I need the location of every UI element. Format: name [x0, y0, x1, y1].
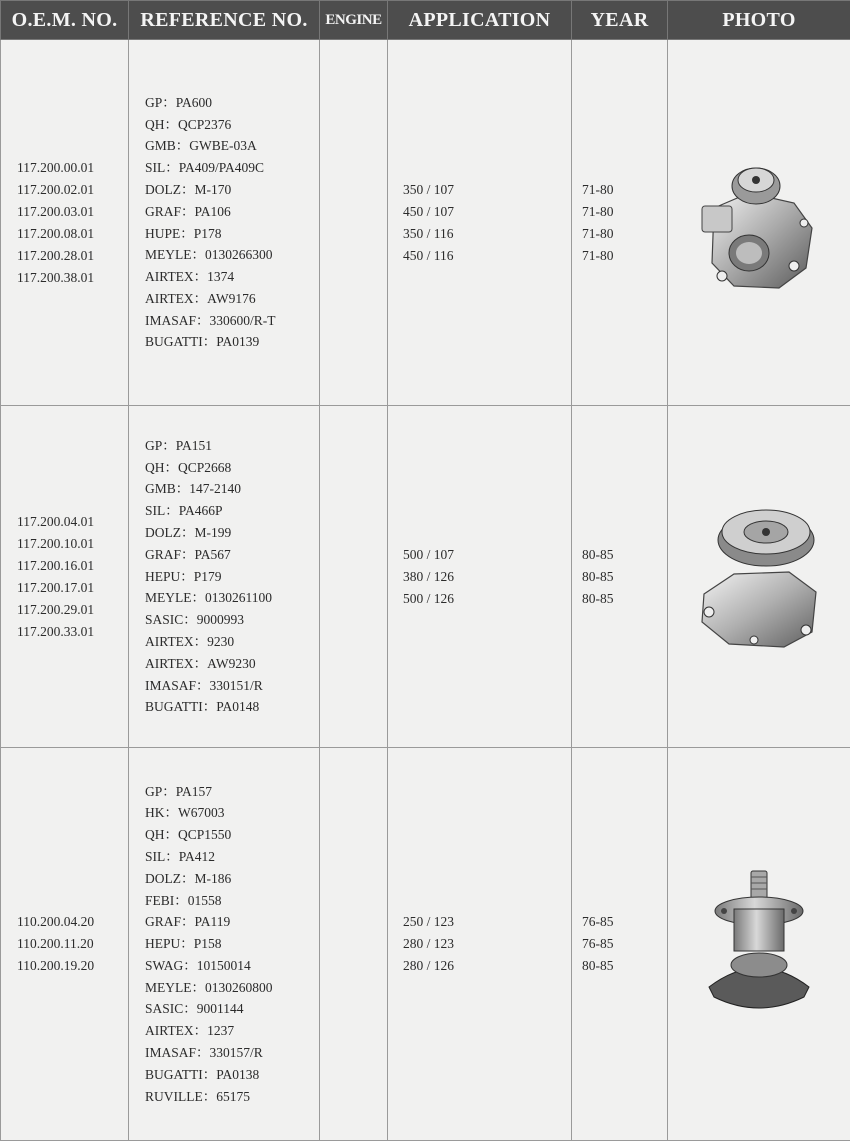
oem-number: 117.200.02.01	[17, 179, 128, 201]
reference-number: AIRTEX：AW9230	[145, 653, 319, 675]
reference-number: HK：W67003	[145, 802, 319, 824]
reference-number: FEBI：01558	[145, 890, 319, 912]
year-cell	[572, 406, 668, 748]
reference-number: QH：QCP2376	[145, 114, 319, 136]
reference-cell	[129, 748, 320, 1141]
reference-number: GP：PA157	[145, 781, 319, 803]
reference-number: GRAF：PA106	[145, 201, 319, 223]
reference-number: DOLZ：M-170	[145, 179, 319, 201]
reference-number: HEPU：P179	[145, 566, 319, 588]
reference-number: MEYLE：0130260800	[145, 977, 319, 999]
oem-header: O.E.M. NO.	[1, 1, 129, 40]
reference-number: BUGATTI：PA0138	[145, 1064, 319, 1086]
photo-cell	[668, 40, 850, 406]
oem-cell	[1, 406, 129, 748]
reference-number: DOLZ：M-186	[145, 868, 319, 890]
application-value: 280 / 123	[403, 933, 571, 955]
reference-number: MEYLE：0130266300	[145, 244, 319, 266]
engine-cell	[320, 748, 388, 1141]
oem-number: 117.200.33.01	[17, 621, 128, 643]
oem-number: 110.200.04.20	[17, 911, 128, 933]
reference-number: GRAF：PA119	[145, 911, 319, 933]
application-value: 380 / 126	[403, 566, 571, 588]
reference-number: GP：PA151	[145, 435, 319, 457]
oem-number: 117.200.03.01	[17, 201, 128, 223]
oem-number: 117.200.16.01	[17, 555, 128, 577]
reference-number: HEPU：P158	[145, 933, 319, 955]
oem-number: 117.200.28.01	[17, 245, 128, 267]
reference-number: BUGATTI：PA0139	[145, 331, 319, 353]
year-value: 80-85	[582, 955, 667, 977]
oem-number: 110.200.19.20	[17, 955, 128, 977]
engine-header: ENGINE	[320, 1, 388, 40]
year-header: YEAR	[572, 1, 668, 40]
reference-number: MEYLE：0130261100	[145, 587, 319, 609]
year-value: 80-85	[582, 544, 667, 566]
application-value: 500 / 126	[403, 588, 571, 610]
oem-number: 117.200.00.01	[17, 157, 128, 179]
header-row	[1, 1, 850, 40]
oem-number: 117.200.38.01	[17, 267, 128, 289]
reference-number: SIL：PA409/PA409C	[145, 157, 319, 179]
oem-cell	[1, 40, 129, 406]
reference-number: AIRTEX：9230	[145, 631, 319, 653]
oem-number: 110.200.11.20	[17, 933, 128, 955]
application-value: 280 / 126	[403, 955, 571, 977]
oem-number: 117.200.08.01	[17, 223, 128, 245]
oem-cell	[1, 748, 129, 1141]
reference-number: IMASAF：330157/R	[145, 1042, 319, 1064]
reference-number: RUVILLE：65175	[145, 1086, 319, 1108]
application-header: APPLICATION	[388, 1, 572, 40]
oem-number: 117.200.17.01	[17, 577, 128, 599]
reference-number: BUGATTI：PA0148	[145, 696, 319, 718]
application-value: 350 / 116	[403, 223, 571, 245]
reference-number: AIRTEX：AW9176	[145, 288, 319, 310]
reference-number: AIRTEX：1237	[145, 1020, 319, 1042]
application-value: 500 / 107	[403, 544, 571, 566]
reference-number: SWAG：10150014	[145, 955, 319, 977]
water-pump-shaft-icon	[704, 869, 814, 1019]
year-value: 71-80	[582, 223, 667, 245]
application-value: 350 / 107	[403, 179, 571, 201]
year-value: 76-85	[582, 933, 667, 955]
table-row	[1, 406, 850, 748]
year-cell	[572, 40, 668, 406]
table-row	[1, 748, 850, 1141]
photo-cell	[668, 406, 850, 748]
reference-cell	[129, 406, 320, 748]
reference-number: SIL：PA412	[145, 846, 319, 868]
reference-number: QH：QCP2668	[145, 457, 319, 479]
oem-number: 117.200.10.01	[17, 533, 128, 555]
year-value: 71-80	[582, 201, 667, 223]
year-value: 71-80	[582, 245, 667, 267]
photo-cell	[668, 748, 850, 1141]
reference-number: SASIC：9000993	[145, 609, 319, 631]
reference-number: SASIC：9001144	[145, 998, 319, 1020]
year-value: 76-85	[582, 911, 667, 933]
reference-number: GP：PA600	[145, 92, 319, 114]
reference-number: GMB：147-2140	[145, 478, 319, 500]
reference-number: GMB：GWBE-03A	[145, 135, 319, 157]
water-pump-pulley-icon	[694, 502, 824, 652]
water-pump-flanged-icon	[694, 148, 824, 298]
engine-cell	[320, 40, 388, 406]
table-row	[1, 40, 850, 406]
reference-number: AIRTEX：1374	[145, 266, 319, 288]
year-cell	[572, 748, 668, 1141]
reference-number: HUPE：P178	[145, 223, 319, 245]
year-value: 71-80	[582, 179, 667, 201]
reference-number: DOLZ：M-199	[145, 522, 319, 544]
application-cell	[388, 406, 572, 748]
photo-header: PHOTO	[668, 1, 850, 40]
oem-number: 117.200.04.01	[17, 511, 128, 533]
reference-number: QH：QCP1550	[145, 824, 319, 846]
reference-number: IMASAF：330600/R-T	[145, 310, 319, 332]
application-value: 250 / 123	[403, 911, 571, 933]
reference-number: SIL：PA466P	[145, 500, 319, 522]
application-value: 450 / 107	[403, 201, 571, 223]
reference-number: IMASAF：330151/R	[145, 675, 319, 697]
oem-number: 117.200.29.01	[17, 599, 128, 621]
application-value: 450 / 116	[403, 245, 571, 267]
reference-cell	[129, 40, 320, 406]
reference-header: REFERENCE NO.	[129, 1, 320, 40]
year-value: 80-85	[582, 588, 667, 610]
reference-number: GRAF：PA567	[145, 544, 319, 566]
application-cell	[388, 748, 572, 1141]
engine-cell	[320, 406, 388, 748]
year-value: 80-85	[582, 566, 667, 588]
application-cell	[388, 40, 572, 406]
